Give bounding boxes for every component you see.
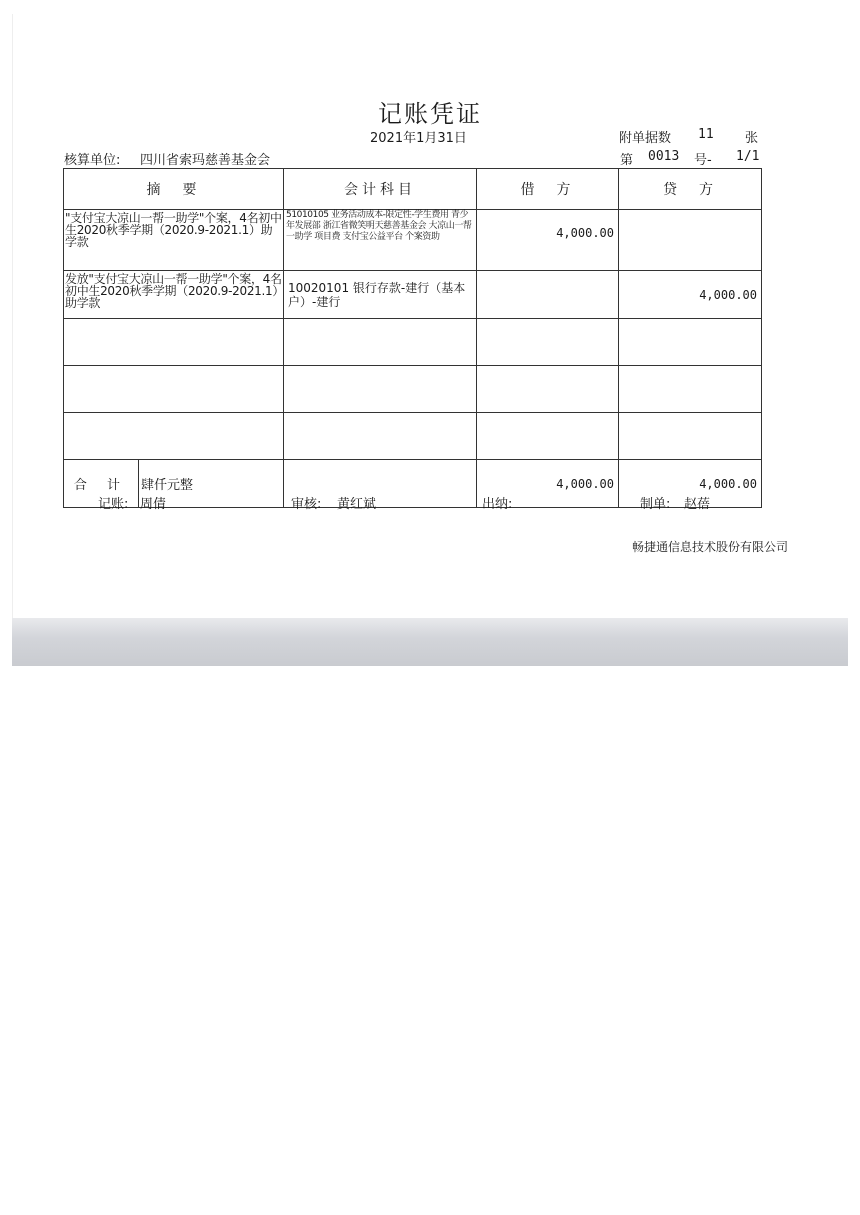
header-credit: 贷 方 (619, 169, 762, 210)
bookkeeper-label: 记账: (98, 497, 129, 512)
reviewer-name: 黄红斌 (337, 497, 377, 512)
table-row (64, 271, 762, 319)
preparer-label: 制单: (640, 497, 671, 512)
voucher-number: 0013 (648, 149, 680, 164)
attachments-count: 11 (698, 127, 714, 142)
voucher-number-prefix: 第 (620, 153, 634, 168)
total-debit: 4,000.00 (477, 460, 619, 508)
header-account: 会计科目 (284, 169, 477, 210)
bookkeeper-name: 周倩 (140, 497, 167, 512)
org-name: 四川省索玛慈善基金会 (140, 153, 271, 168)
row-credit: 4,000.00 (619, 271, 762, 319)
row-summary: "支付宝大凉山一帮一助学"个案，4名初中生2020秋季学期（2020.9-2021.1）助学款 (64, 210, 284, 271)
org-label: 核算单位: (64, 153, 121, 168)
scan-shadow-band (12, 618, 848, 666)
row-account: 10020101 银行存款-建行（基本户）-建行 (284, 271, 477, 319)
table-row-empty (64, 366, 762, 413)
row-debit (477, 271, 619, 319)
header-debit: 借 方 (477, 169, 619, 210)
cashier-label: 出纳: (482, 497, 513, 512)
voucher-date: 2021年1月31日 (370, 131, 467, 146)
voucher-number-suffix: 号- (694, 153, 712, 168)
voucher-table (63, 168, 762, 508)
total-credit: 4,000.00 (619, 460, 762, 508)
total-label: 合 计 (64, 460, 139, 507)
row-account: 51010105 业务活动成本-限定性-学生费用 青少年发展部 浙江省微笑明天慈善基金会 大凉山一帮一助学 项目费 支付宝公益平台 个案资助 (284, 210, 477, 271)
software-company: 畅捷通信息技术股份有限公司 (632, 540, 789, 554)
attachments-label: 附单据数 (619, 131, 672, 146)
voucher-page: 1/1 (736, 149, 760, 164)
header-summary: 摘 要 (64, 169, 284, 210)
table-row-empty (64, 413, 762, 460)
total-summary-cell (64, 460, 284, 508)
voucher-title: 记账凭证 (378, 100, 482, 128)
attachments-unit: 张 (745, 131, 759, 146)
row-credit (619, 210, 762, 271)
reviewer-label: 审核: (291, 497, 322, 512)
row-summary: 发放"支付宝大凉山一帮一助学"个案，4名初中生2020秋季学期（2020.9-2021.1）助学款 (64, 271, 284, 319)
row-debit: 4,000.00 (477, 210, 619, 271)
preparer-name: 赵蓓 (684, 497, 711, 512)
table-row (64, 210, 762, 271)
total-amount-words: 肆仟元整 (141, 478, 194, 493)
table-header-row (64, 169, 762, 210)
table-row-empty (64, 319, 762, 366)
